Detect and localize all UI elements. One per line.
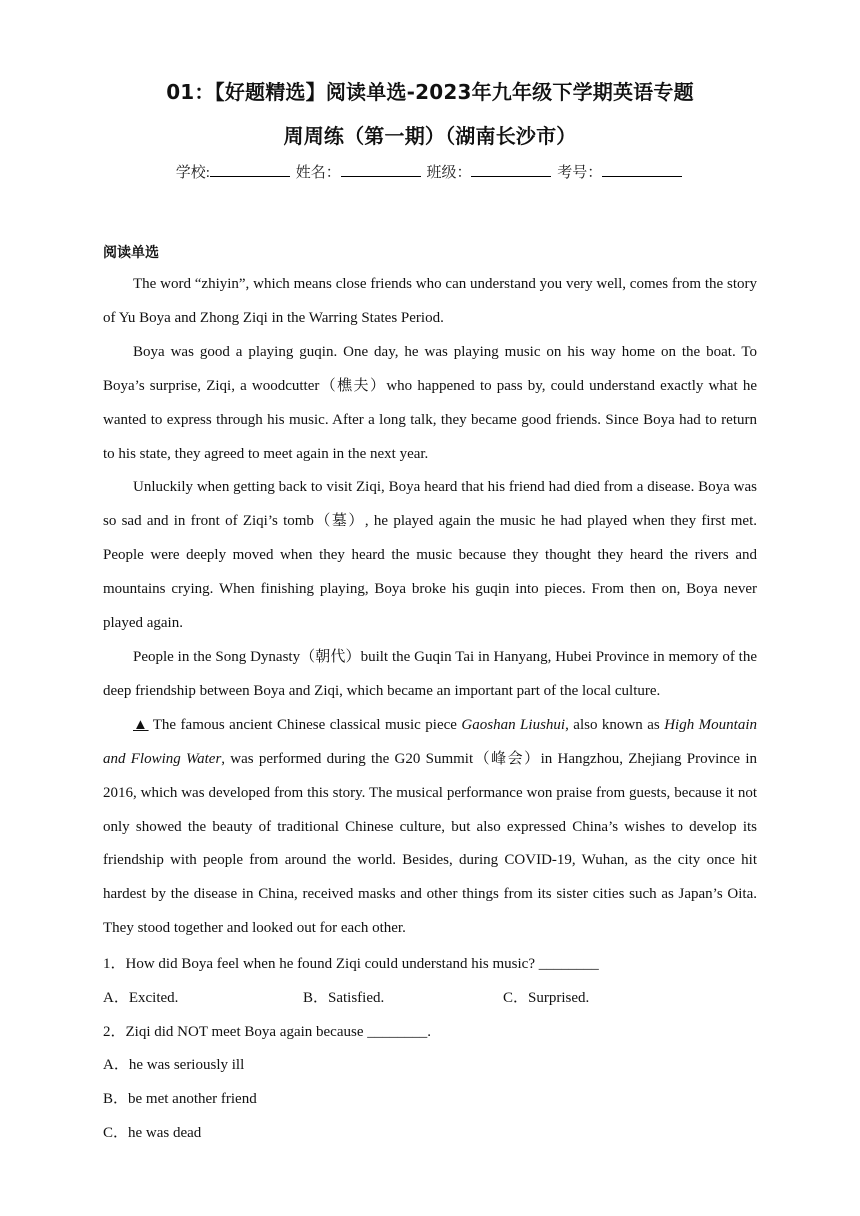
page-title-line2: 周周练（第一期）（湖南长沙市）: [283, 124, 577, 148]
class-label: 班级：: [426, 165, 472, 181]
page-title-line1: 01：【好题精选】阅读单选-2023年九年级下学期英语专题: [166, 80, 694, 104]
question-2-option-c[interactable]: C．he was dead: [103, 1125, 202, 1141]
exam-no-blank[interactable]: [602, 162, 682, 177]
p5-text-b: , also known as: [565, 716, 665, 733]
question-2-option-a[interactable]: A．he was seriously ill: [103, 1057, 245, 1073]
p5-text-c: , was performed during the G20 Summit（峰会）in Hangzhou, Zhejiang Province in 2016, which was developed from this story. The musical performance won praise from guests, because it not only showed the beauty of traditional Chinese culture, but also expressed China’s wishes to develop its friendship with people from around the world. Besides, during COVID-19, Wuhan, as the city once hit hardest by the disease in China, received masks and other things from its sister cities such as Japan’s Oita. They stood together and looked out for each other.: [103, 750, 757, 937]
name-blank[interactable]: [341, 162, 421, 177]
piece-title: Gaoshan Liushui: [461, 716, 566, 733]
question-2-option-b[interactable]: B．be met another friend: [103, 1091, 257, 1107]
triangle-marker-icon: ▲: [133, 716, 149, 733]
question-1-stem: 1．How did Boya feel when he found Ziqi could understand his music? ________: [103, 956, 599, 972]
question-1-option-a[interactable]: A．Excited.: [103, 990, 179, 1006]
piece-english-title: High Mountain and Flowing Water: [103, 716, 757, 767]
p5-text-a: The famous ancient Chinese classical music piece: [148, 716, 462, 733]
question-1-option-c[interactable]: C．Surprised.: [503, 990, 590, 1006]
question-1-option-b[interactable]: B．Satisfied.: [303, 990, 385, 1006]
passage-paragraph-3: Unluckily when getting back to visit Ziqi, Boya heard that his friend had died from a disease. Boya was so sad and in front of Ziqi’s tomb（墓）, he played again the music he had played when they first met. People were deeply moved when they heard the music because they thought they heard the rivers and mountains crying. When finishing playing, Boya broke his guqin into pieces. From then on, Boya never played again.: [103, 479, 757, 632]
passage-paragraph-5: [103, 709, 757, 946]
school-blank[interactable]: [210, 162, 290, 177]
student-info-row: [0, 161, 860, 182]
section-heading: 阅读单选: [103, 245, 159, 261]
school-label: 学校:: [175, 165, 210, 181]
passage-paragraph-1: The word “zhiyin”, which means close friends who can understand you very well, comes from the story of Yu Boya and Zhong Ziqi in the Warring States Period.: [103, 276, 757, 326]
question-2-stem: 2．Ziqi did NOT meet Boya again because ________.: [103, 1024, 431, 1040]
passage-paragraph-4: People in the Song Dynasty（朝代）built the Guqin Tai in Hanyang, Hubei Province in memory of the deep friendship between Boya and Ziqi, which became an important part of the local culture.: [103, 648, 757, 699]
reading-passage: [103, 268, 757, 946]
passage-paragraph-2: Boya was good a playing guqin. One day, he was playing music on his way home on the boat. To Boya’s surprise, Ziqi, a woodcutter（樵夫）who happened to pass by, could understand exactly what he wanted to express through his music. After a long talk, they became good friends. Since Boya had to return to his state, they agreed to meet again in the next year.: [103, 343, 757, 462]
class-blank[interactable]: [471, 162, 551, 177]
exam-no-label: 考号：: [557, 165, 603, 181]
name-label: 姓名：: [295, 165, 341, 181]
